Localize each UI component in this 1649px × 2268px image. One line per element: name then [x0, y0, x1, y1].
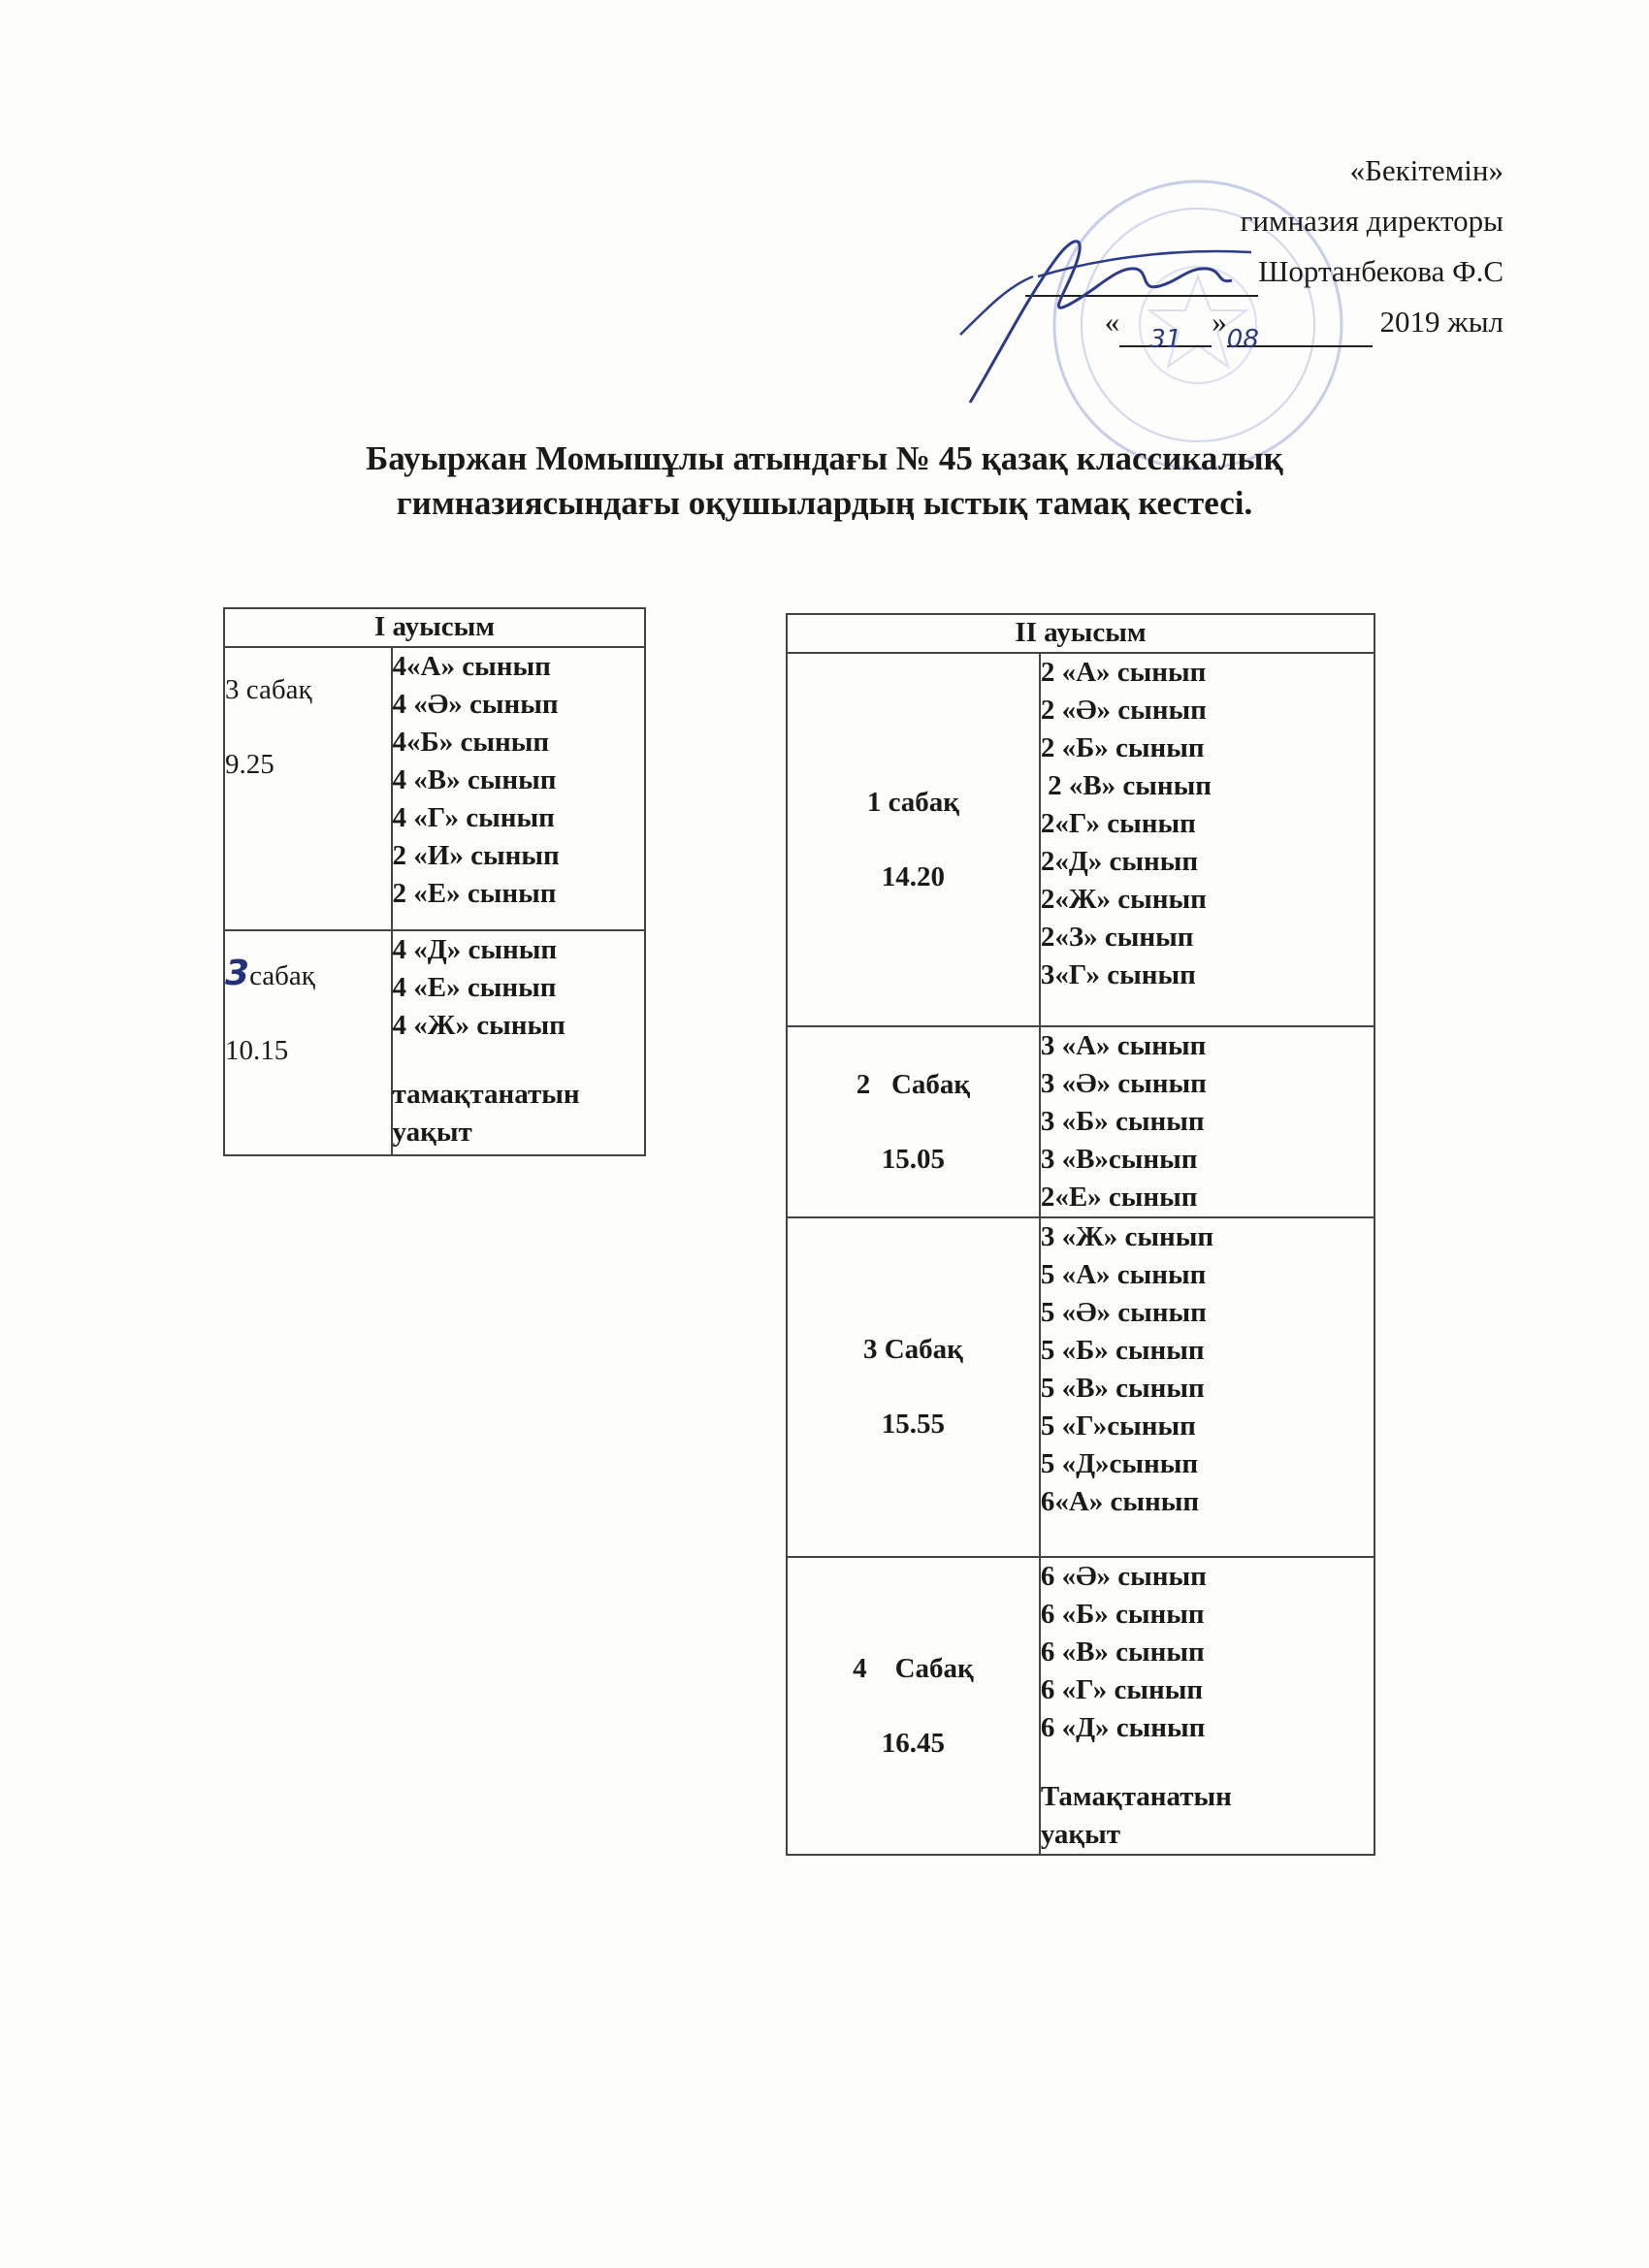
table-row — [787, 1026, 1374, 1217]
shift1-header: I ауысым — [224, 608, 645, 647]
class-item: 2«Е» сынып — [1040, 1182, 1198, 1213]
lesson-label: 2 Сабақ — [856, 1068, 971, 1100]
lesson-time: 15.05 — [881, 1143, 946, 1175]
lesson-time: 14.20 — [881, 860, 946, 892]
lesson-time: 15.55 — [881, 1409, 946, 1440]
class-item: 2«Г» сынып — [1040, 808, 1196, 839]
lesson-time: 10.15 — [225, 1035, 289, 1066]
class-item: 2 «Ә» сынып — [1040, 695, 1207, 726]
class-item: 3 «А» сынып — [1040, 1030, 1207, 1061]
class-item: 4«А» сынып — [392, 651, 551, 682]
class-item: 4 «В» сынып — [392, 764, 557, 795]
classes-cell — [392, 930, 645, 1155]
title-line-1: Бауыржан Момышұлы атындағы № 45 қазақ классикалық — [366, 439, 1283, 477]
lesson-cell — [224, 647, 392, 930]
class-item: 5 «Д»сынып — [1040, 1448, 1199, 1479]
class-item: 2 «Е» сынып — [392, 878, 557, 909]
lesson-label: сабақ — [249, 960, 315, 991]
meal-time-note: Тамақтанатын уақыт — [1040, 1781, 1232, 1850]
class-item: 3 «Б» сынып — [1040, 1106, 1205, 1137]
classes-cell — [1040, 653, 1374, 1026]
page-title — [0, 437, 1649, 526]
table-row — [787, 1557, 1374, 1855]
classes-cell — [1040, 1557, 1374, 1855]
director-name: Шортанбекова Ф.С — [1258, 254, 1504, 288]
table-row — [787, 653, 1374, 1026]
class-item: 2«З» сынып — [1040, 922, 1194, 953]
date-open-quote: « — [1104, 305, 1120, 339]
approval-title: «Бекітемін» — [1349, 153, 1504, 187]
title-line-2: гимназиясындағы оқушылардың ыстық тамақ кестесі. — [396, 484, 1253, 522]
spacer — [1041, 1747, 1374, 1778]
class-item: 6 «В» сынып — [1040, 1636, 1205, 1668]
class-item: 2 «А» сынып — [1040, 657, 1207, 688]
class-item: 3«Г» сынып — [1040, 959, 1196, 990]
class-item: 3 «В»сынып — [1040, 1144, 1198, 1175]
class-item: 4 «Г» сынып — [392, 802, 555, 833]
classes-cell — [1040, 1026, 1374, 1217]
lesson-label: 3 Сабақ — [862, 1334, 963, 1365]
class-item: 6 «Г» сынып — [1040, 1674, 1204, 1705]
class-item: 5 «Б» сынып — [1040, 1335, 1205, 1366]
handwritten-signature — [941, 209, 1261, 412]
class-item: 2«Д» сынып — [1040, 846, 1199, 877]
shift2-header: II ауысым — [787, 614, 1374, 653]
lesson-cell — [787, 1217, 1040, 1557]
class-item: 4 «Ж» сынып — [392, 1010, 566, 1041]
class-item: 3 «Ә» сынып — [1040, 1068, 1207, 1099]
date-month: 08 — [1226, 325, 1259, 354]
lesson-label: 1 сабақ — [866, 786, 959, 818]
class-item: 2«Ж» сынып — [1040, 884, 1207, 915]
class-item: 5 «В» сынып — [1040, 1373, 1205, 1404]
lesson-label: 3 сабақ — [225, 674, 312, 705]
table-row — [787, 1217, 1374, 1557]
lesson-time: 16.45 — [881, 1727, 946, 1759]
table-row — [224, 647, 645, 930]
class-item: 6«А» сынып — [1040, 1486, 1200, 1517]
approval-position: гимназия директоры — [1240, 204, 1504, 238]
class-item: 2 «В» сынып — [1040, 770, 1212, 801]
class-item: 2 «И» сынып — [392, 840, 560, 871]
lesson-time: 9.25 — [225, 749, 275, 780]
spacer — [393, 1045, 644, 1076]
date-day: 31 — [1149, 325, 1182, 354]
classes-cell — [1040, 1217, 1374, 1557]
class-item: 3 «Ж» сынып — [1040, 1221, 1214, 1252]
class-item: 4«Б» сынып — [392, 727, 550, 758]
class-item: 6 «Д» сынып — [1040, 1712, 1206, 1743]
class-item: 5 «Ә» сынып — [1040, 1297, 1207, 1328]
lesson-label-line — [225, 955, 391, 995]
class-item: 5 «А» сынып — [1040, 1259, 1207, 1290]
class-item: 2 «Б» сынып — [1040, 732, 1205, 763]
lesson-cell — [787, 1557, 1040, 1855]
class-item: 4 «Е» сынып — [392, 972, 557, 1003]
class-item: 6 «Ә» сынып — [1040, 1561, 1207, 1592]
lesson-cell — [787, 653, 1040, 1026]
class-item: 6 «Б» сынып — [1040, 1599, 1205, 1630]
class-item: 4 «Д» сынып — [392, 934, 558, 965]
date-close-quote: » — [1212, 305, 1227, 339]
classes-cell — [392, 647, 645, 930]
lesson-label: 4 Сабақ — [853, 1652, 974, 1684]
lesson-cell — [787, 1026, 1040, 1217]
class-item: 5 «Г»сынып — [1040, 1410, 1196, 1442]
meal-time-note: тамақтанатын уақыт — [392, 1079, 580, 1148]
lesson-cell — [224, 930, 392, 1155]
date-year: 2019 жыл — [1379, 305, 1504, 339]
shift2-table — [786, 613, 1375, 1856]
shift1-table — [223, 607, 646, 1156]
class-item: 4 «Ә» сынып — [392, 689, 559, 720]
handwritten-lesson-number: 3 — [225, 954, 250, 993]
table-row — [224, 930, 645, 1155]
